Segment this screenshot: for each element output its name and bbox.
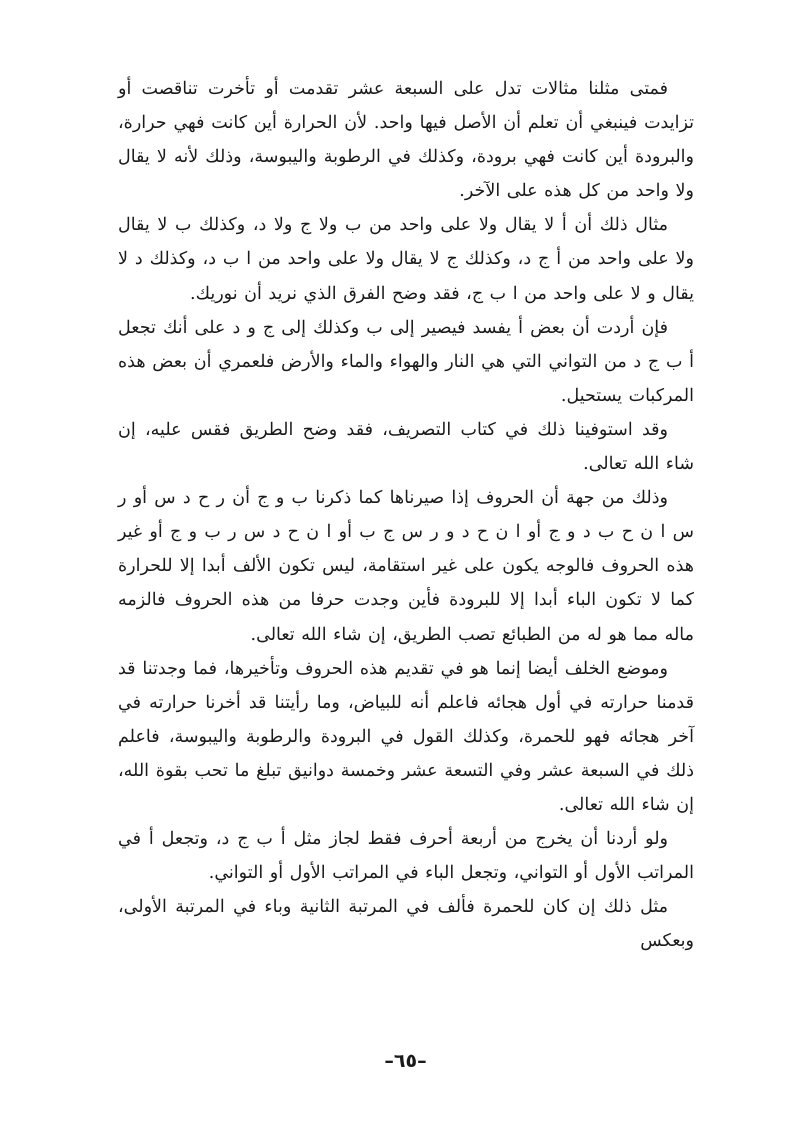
paragraph: مثال ذلك أن أ لا يقال ولا على واحد من ب ولا ج ولا د، وكذلك ب لا يقال ولا على واحد من أ ج د، وكذلك ج لا يقال ولا على واحد من ا ب د، وكذلك د لا يقال و لا على واحد من ا ب ج، فقد وضح الفرق الذي نريد أن نوريك. <box>118 215 694 304</box>
paragraph: فإن أردت أن بعض أ يفسد فيصير إلى ب وكذلك إلى ج و د على أنك تجعل أ ب ج د من التواني التي هي النار والهواء والماء والأرض فلعمري أن بعض هذه المركبات يستحيل. <box>118 317 694 406</box>
paragraph: ولو أردنا أن يخرج من أربعة أحرف فقط لجاز مثل أ ب ج د، وتجعل أ في المراتب الأول أو التواني، وتجعل الباء في المراتب الأول أو التواني. <box>118 829 694 884</box>
page-number: –٦٥– <box>384 1050 427 1072</box>
body-text <box>118 72 694 958</box>
paragraph: فمتى مثلنا مثالات تدل على السبعة عشر تقدمت أو تأخرت تناقصت أو تزايدت فينبغي أن تعلم أن الأصل فيها واحد. لأن الحرارة أين كانت فهي حرارة، والبرودة أين كانت فهي برودة، وكذلك في الرطوبة واليبوسة، وذلك لأنه لا يقال ولا واحد من كل هذه على الآخر. <box>118 79 694 202</box>
paragraph: وذلك من جهة أن الحروف إذا صيرناها كما ذكرنا ب و ج أن ر ح د س أو ر س ا ن ح ب د و ج أو ا ن ح د و ر س ج ب أو ا ن ح د س ر ب و ج أو غير هذه الحروف فالوجه يكون على غير استقامة، ليس تكون الألف أبدا إلا للحرارة كما لا تكون الباء أبدا إلا للبرودة فأين وجدت حرفا من هذه الحروف فالزمه ماله مما هو له من الطبائع تصب الطريق، إن شاء الله تعالى. <box>118 488 694 645</box>
paragraph: وقد استوفينا ذلك في كتاب التصريف، فقد وضح الطريق فقس عليه، إن شاء الله تعالى. <box>118 419 694 475</box>
paragraph: وموضع الخلف أيضا إنما هو في تقديم هذه الحروف وتأخيرها، فما وجدتنا قد قدمنا حرارته في أول هجائه فاعلم أنه للبياض، وما رأيتنا قد أخرنا حرارته في آخر هجائه فهو للحمرة، وكذلك القول في البرودة والرطوبة واليبوسة، فاعلم ذلك في السبعة عشر وفي التسعة عشر وخمسة دوانيق تبلغ ما تحب بقوة الله، إن شاء الله تعالى. <box>118 658 694 815</box>
paragraph: مثل ذلك إن كان للحمرة فألف في المرتبة الثانية وباء في المرتبة الأولى، وبعكس <box>118 897 694 952</box>
